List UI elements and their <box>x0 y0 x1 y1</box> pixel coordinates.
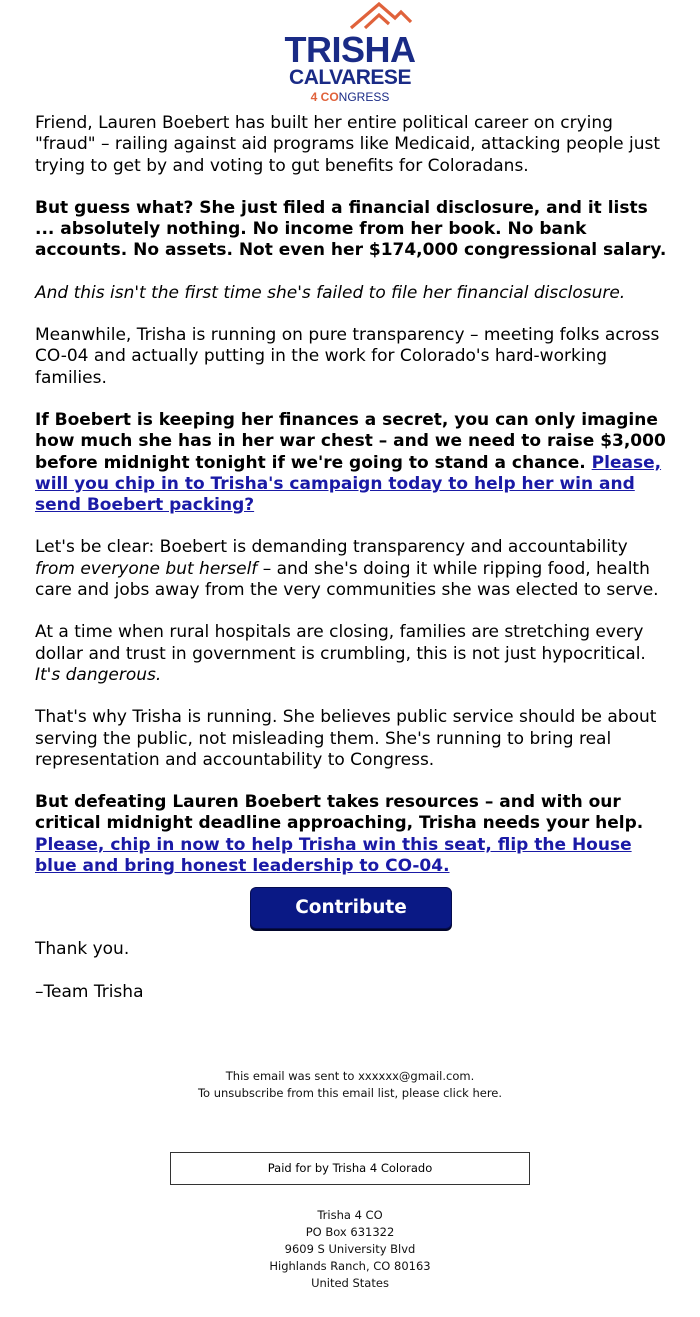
unsubscribe-line <box>0 1085 700 1102</box>
logo-last-name: CALVARESE <box>289 66 411 89</box>
address-line: PO Box 631322 <box>305 1225 395 1239</box>
signature: –Team Trisha <box>35 981 144 1002</box>
paragraph-4: Meanwhile, Trisha is running on pure transparency – meeting folks across CO-04 and actually putting in the work for Colorado's hard-working families. <box>35 325 660 388</box>
address-line: 9609 S University Blvd <box>284 1242 416 1256</box>
paragraph-6 <box>35 537 667 601</box>
paragraph-2: But guess what? She just filed a financial disclosure, and it lists ... absolutely nothing. No income from her book. No bank accounts. No assets. Not even her $174,000 congressional salary. <box>35 197 667 261</box>
paragraph-1: Friend, Lauren Boebert has built her entire political career on crying "fraud" – railing against aid programs like Medicaid, attacking people just trying to get by and voting to gut benefits for Coloradans. <box>35 113 661 176</box>
address-line: United States <box>311 1276 389 1290</box>
paragraph-9 <box>35 792 667 877</box>
paid-for-disclaimer: Paid for by Trisha 4 Colorado <box>170 1152 530 1185</box>
logo-sub-accent: 4 CO <box>310 90 339 104</box>
address-line: Highlands Ranch, CO 80163 <box>269 1259 431 1273</box>
footer-notice <box>0 1068 700 1102</box>
unsubscribe-period: . <box>498 1086 503 1100</box>
paragraph-6-emphasis: from everyone but herself <box>35 558 258 579</box>
logo-sub-rest: NGRESS <box>338 90 390 104</box>
paragraph-5 <box>35 410 667 516</box>
donate-link-2[interactable]: Please, chip in now to help Trisha win this seat, flip the House blue and bring honest leadership to CO-04. <box>35 834 632 877</box>
unsubscribe-text: To unsubscribe from this email list, please click <box>197 1086 473 1100</box>
paragraph-7-a: At a time when rural hospitals are closing, families are stretching every dollar and trust in government is crumbling, this is not just hypocritical. <box>35 622 646 664</box>
unsubscribe-link[interactable]: here <box>472 1086 499 1100</box>
address-line: Trisha 4 CO <box>317 1208 383 1222</box>
contribute-button[interactable]: Contribute <box>250 887 452 929</box>
paragraph-6-a: Let's be clear: Boebert is demanding transparency and accountability <box>35 537 628 558</box>
signoff <box>35 939 667 1003</box>
thanks-text: Thank you. <box>35 939 130 960</box>
paragraph-7 <box>35 622 667 686</box>
mailing-address <box>0 1207 700 1292</box>
paragraph-6-b: – and she's doing it while ripping food, health care and jobs away from the very communities she was elected to serve. <box>35 558 659 601</box>
paragraph-8: That's why Trisha is running. She believes public service should be about serving the public, not misleading them. She's running to bring real representation and accountability to Congress. <box>35 707 657 770</box>
paragraph-9-text: But defeating Lauren Boebert takes resources – and with our critical midnight deadline approaching, Trisha needs your help. <box>35 792 644 834</box>
donate-link-1[interactable]: Please, will you chip in to Trisha's campaign today to help her win and send Boebert packing? <box>35 452 662 516</box>
sent-to-text: This email was sent to xxxxxx@gmail.com. <box>225 1069 475 1083</box>
paragraph-7-emphasis: It's dangerous. <box>35 664 162 685</box>
email-body <box>35 113 667 1024</box>
mountain-icon <box>349 2 413 30</box>
paragraph-3: And this isn't the first time she's failed to file her financial disclosure. <box>35 282 626 303</box>
campaign-logo <box>0 0 700 110</box>
logo-subtitle <box>280 91 420 103</box>
paragraph-5-text: If Boebert is keeping her finances a secret, you can only imagine how much she has in her war chest – and we need to raise $3,000 before midnight tonight if we're going to stand a chance. <box>35 409 666 473</box>
logo-first-name: TRISHA <box>284 29 416 70</box>
cta-container <box>35 887 667 929</box>
